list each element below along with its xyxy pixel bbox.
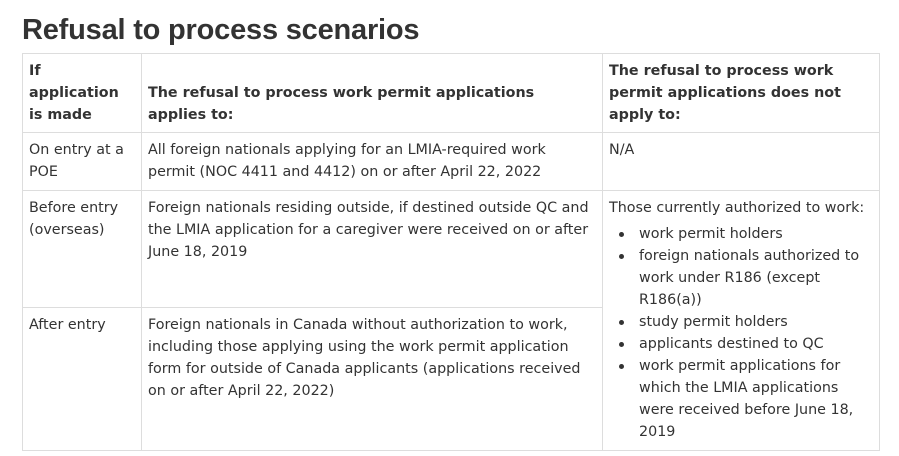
header-does-not-apply-to: The refusal to process work permit applications does not apply to: bbox=[603, 54, 880, 133]
cell-does-not-apply-to: N/A bbox=[603, 133, 880, 191]
list-item: study permit holders bbox=[639, 311, 873, 333]
cell-application-made: Before entry (overseas) bbox=[23, 191, 142, 308]
cell-does-not-apply-to bbox=[603, 191, 880, 451]
cell-applies-to: All foreign nationals applying for an LMIA-required work permit (NOC 4411 and 4412) on or after April 22, 2022 bbox=[142, 133, 603, 191]
cell-applies-to: Foreign nationals in Canada without authorization to work, including those applying using the work permit application form for outside of Canada applicants (applications received on or after April 22, 2022) bbox=[142, 308, 603, 451]
list-item: work permit applications for which the LMIA applications were received before June 18, 2019 bbox=[639, 355, 873, 443]
cell-application-made: On entry at a POE bbox=[23, 133, 142, 191]
page-title: Refusal to process scenarios bbox=[22, 14, 420, 46]
table-row bbox=[23, 191, 880, 308]
cell-application-made: After entry bbox=[23, 308, 142, 451]
table-row bbox=[23, 133, 880, 191]
cell-applies-to: Foreign nationals residing outside, if destined outside QC and the LMIA application for a caregiver were received on or after June 18, 2019 bbox=[142, 191, 603, 308]
list-item: foreign nationals authorized to work under R186 (except R186(a)) bbox=[639, 245, 873, 311]
header-application-made: If application is made bbox=[23, 54, 142, 133]
not-apply-list bbox=[609, 223, 873, 443]
refusal-scenarios-table bbox=[22, 53, 880, 451]
list-item: applicants destined to QC bbox=[639, 333, 873, 355]
list-item: work permit holders bbox=[639, 223, 873, 245]
header-applies-to: The refusal to process work permit applications applies to: bbox=[142, 54, 603, 133]
table-header-row bbox=[23, 54, 880, 133]
not-apply-lead-text: Those currently authorized to work: bbox=[609, 200, 865, 216]
